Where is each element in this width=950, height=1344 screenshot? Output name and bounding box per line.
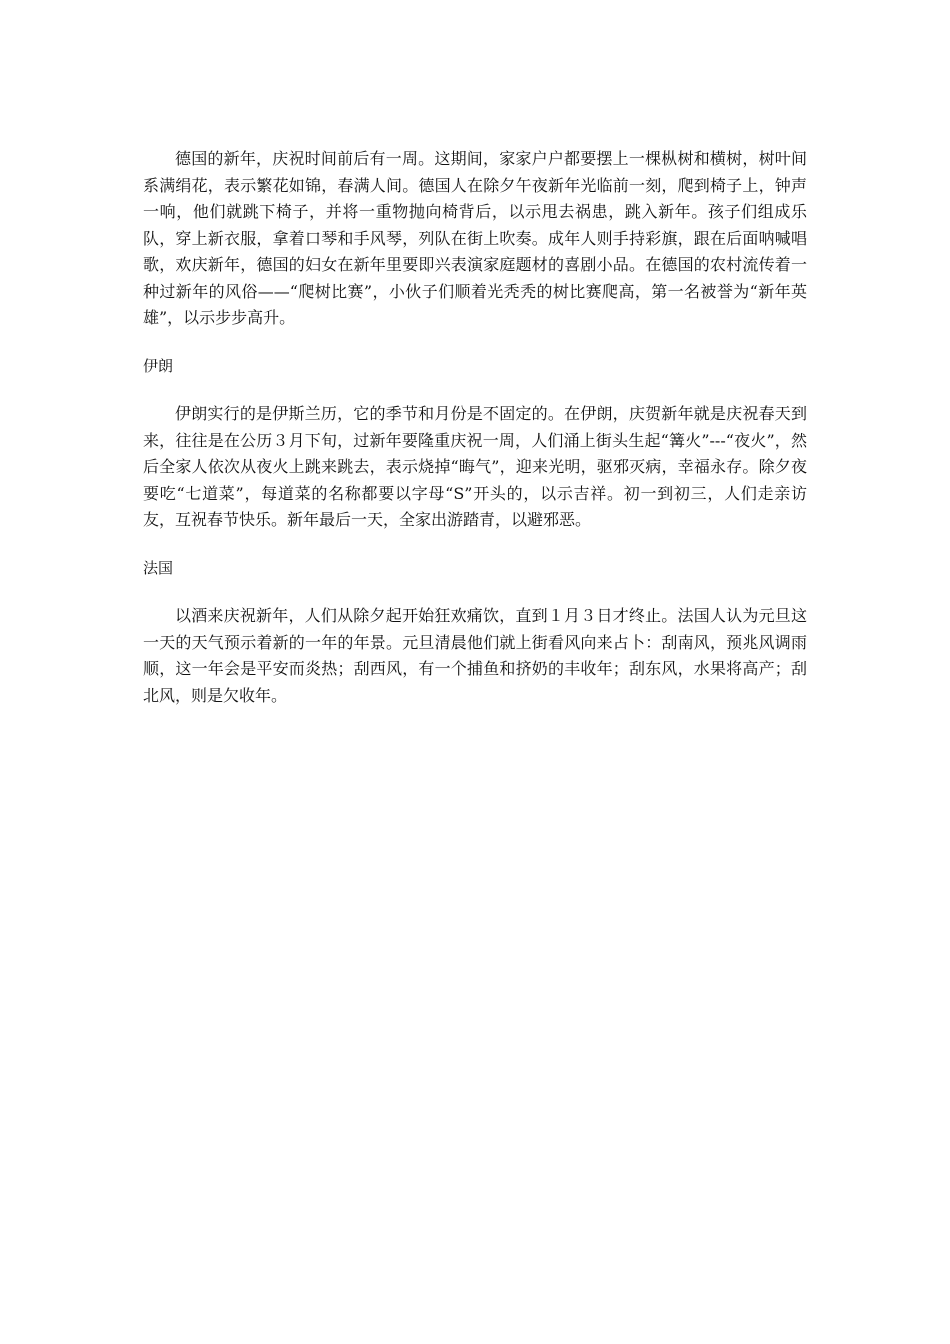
paragraph-germany: 德国的新年，庆祝时间前后有一周。这期间，家家户户都要摆上一棵枞树和横树，树叶间系满绢花，表示繁花如锦，春满人间。德国人在除夕午夜新年光临前一刻，爬到椅子上，钟声一响，他们就跳下椅子，并将一重物抛向椅背后，以示甩去祸患，跳入新年。孩子们组成乐队，穿上新衣服，拿着口琴和手风琴，列队在街上吹奏。成年人则手持彩旗，跟在后面呐喊唱歌，欢庆新年，德国的妇女在新年里要即兴表演家庭题材的喜剧小品。在德国的农村流传着一种过新年的风俗——“爬树比赛”，小伙子们顺着光秃秃的树比赛爬高，第一名被誉为“新年英雄”，以示步步高升。 xyxy=(143,149,807,327)
paragraph-iran: 伊朗实行的是伊斯兰历，它的季节和月份是不固定的。在伊朗，庆贺新年就是庆祝春天到来，往往是在公历３月下旬，过新年要隆重庆祝一周，人们涌上街头生起“篝火”---“夜火”，然后全家人依次从夜火上跳来跳去，表示烧掉“晦气”，迎来光明，驱邪灭病，幸福永存。除夕夜要吃“七道菜”，每道菜的名称都要以字母“S”开头的，以示吉祥。初一到初三，人们走亲访友，互祝春节快乐。新年最后一天，全家出游踏青，以避邪恶。 xyxy=(143,404,807,529)
spacer xyxy=(143,379,807,401)
spacer xyxy=(143,534,807,555)
heading-iran: 伊朗 xyxy=(143,356,174,375)
paragraph-france: 以酒来庆祝新年，人们从除夕起开始狂欢痛饮，直到１月３日才终止。法国人认为元旦这一天的天气预示着新的一年的年景。元旦清晨他们就上街看风向来占卜：刮南风，预兆风调雨顺，这一年会是平安而炎热；刮西风，有一个捕鱼和挤奶的丰收年；刮东风，水果将高产；刮北风，则是欠收年。 xyxy=(143,606,807,705)
spacer xyxy=(143,581,807,603)
heading-france: 法国 xyxy=(143,558,174,577)
spacer xyxy=(143,332,807,353)
document-page xyxy=(143,146,807,709)
